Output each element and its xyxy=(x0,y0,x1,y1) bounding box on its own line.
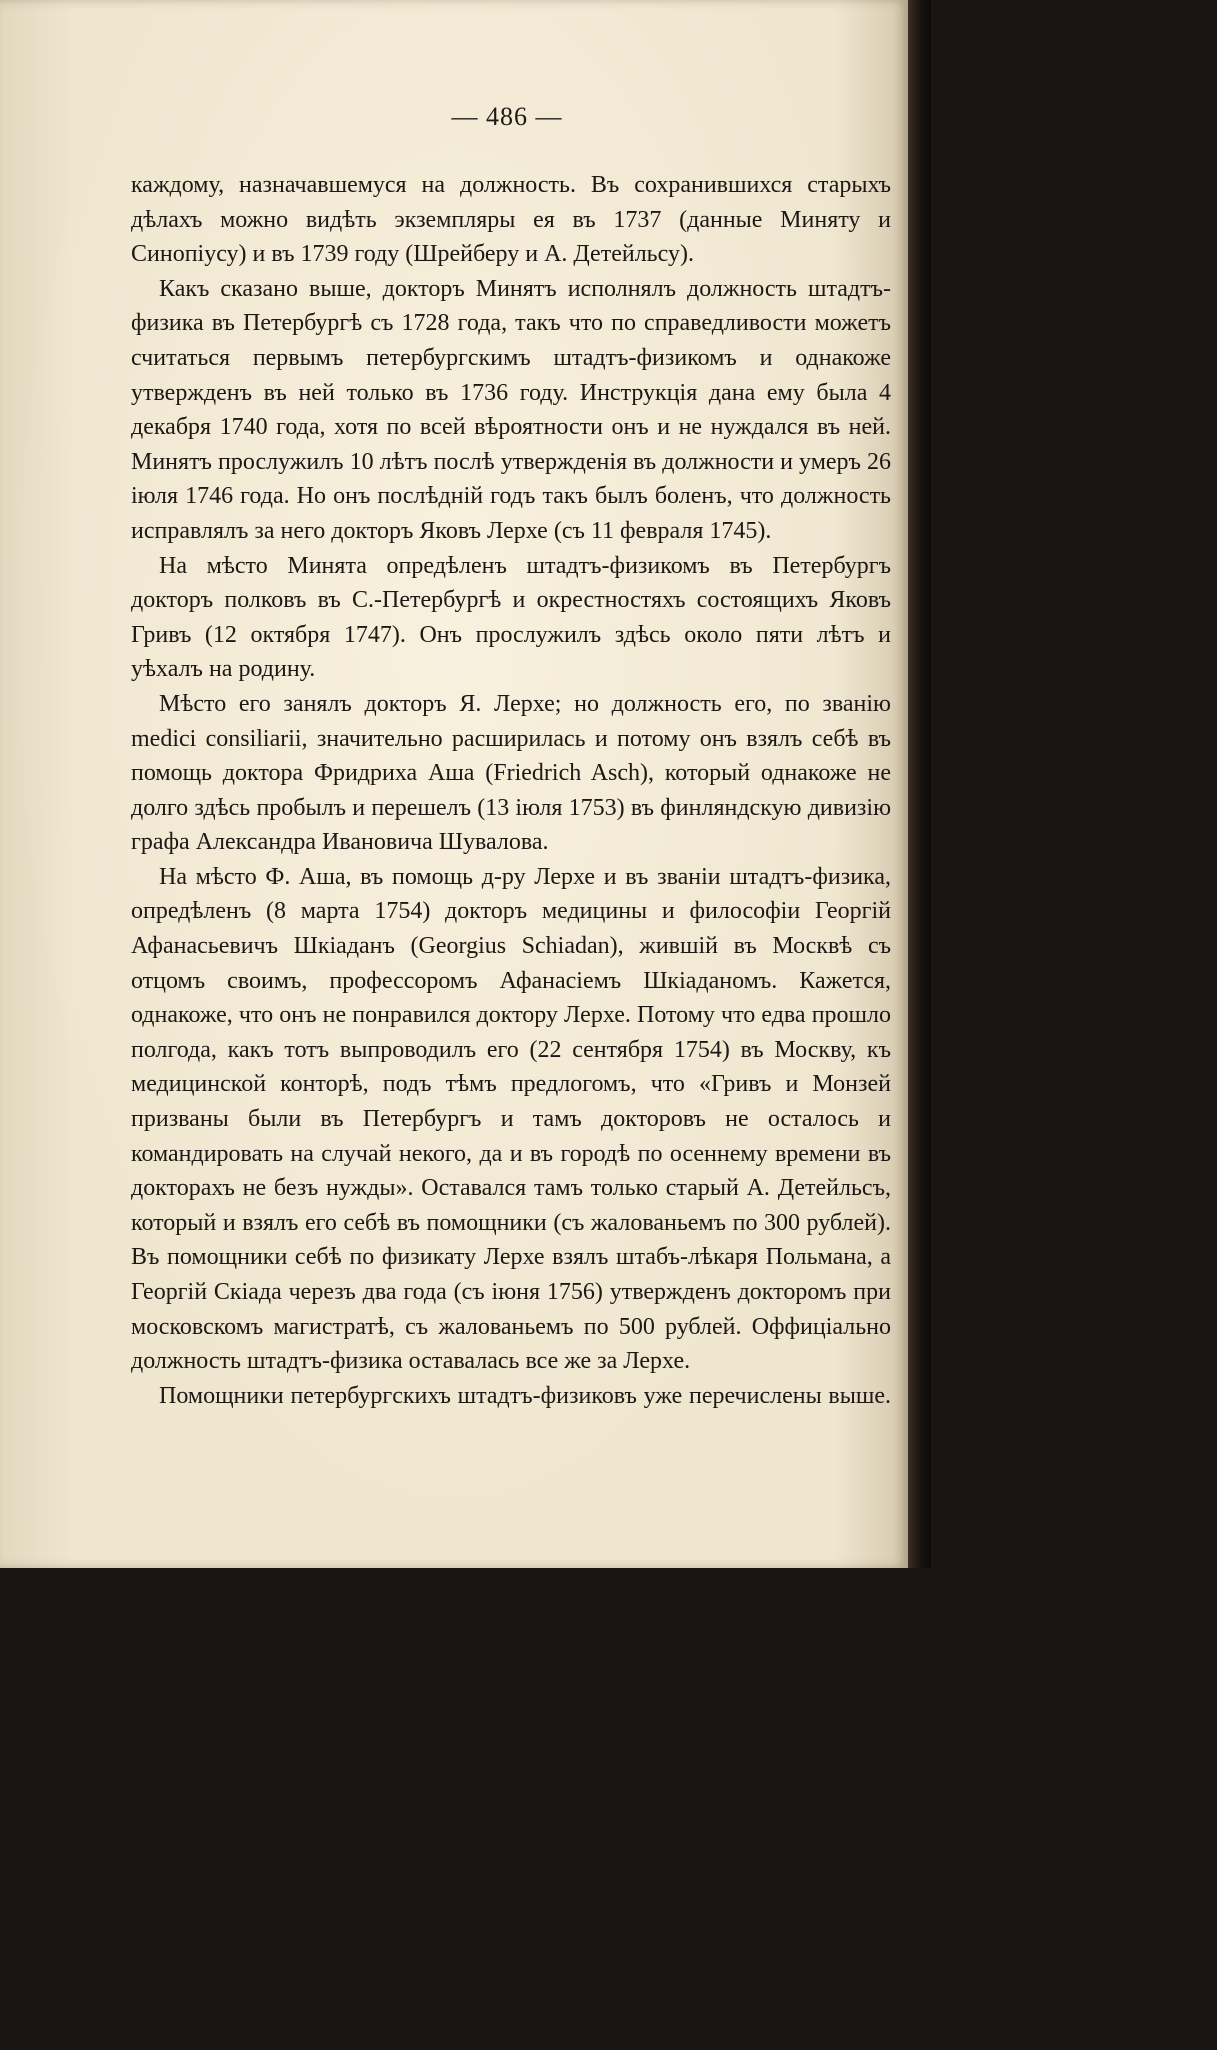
paragraph-4: Мѣсто его занялъ докторъ Я. Лерхе; но должность его, по званію medici consiliarii, значительно расширилась и потому онъ взялъ себѣ въ помощь доктора Фридриха Аша (Friedrich Asch), который однакоже не долго здѣсь пробылъ и перешелъ (13 іюля 1753) въ финляндскую дивизію графа Александра Ивановича Шувалова. xyxy=(131,690,891,856)
paragraph-2: Какъ сказано выше, докторъ Минятъ исполнялъ должность штадтъ-физика въ Петербургѣ съ 1728 года, такъ что по справедливости можетъ считаться первымъ петербургскимъ штадтъ-физикомъ и однакоже утвержденъ въ ней только въ 1736 году. Инструкція дана ему была 4 декабря 1740 года, хотя по всей вѣроятности онъ и не нуждался въ ней. Минятъ прослужилъ 10 лѣтъ послѣ утвержденія въ должности и умеръ 26 іюля 1746 года. Но онъ послѣдній годъ такъ былъ боленъ, что должность исправлялъ за него докторъ Яковъ Лерхе (съ 11 февраля 1745). xyxy=(131,275,891,544)
paragraph-1: каждому, назначавшемуся на должность. Въ сохранившихся старыхъ дѣлахъ можно видѣть экземпляры ея въ 1737 (данные Миняту и Синопіусу) и въ 1739 году (Шрейберу и А. Детейльсу). xyxy=(131,172,891,268)
book-edge xyxy=(908,0,931,1568)
paragraph-3: На мѣсто Минята опредѣленъ штадтъ-физикомъ въ Петербургъ докторъ полковъ въ С.-Петербургѣ и окрестностяхъ состоящихъ Яковъ Гривъ (12 октября 1747). Онъ прослужилъ здѣсь около пяти лѣтъ и уѣхалъ на родину. xyxy=(131,552,891,683)
page-body xyxy=(131,168,891,1413)
page-number: — 486 — xyxy=(451,102,563,131)
paragraph-5: На мѣсто Ф. Аша, въ помощь д-ру Лерхе и въ званіи штадтъ-физика, опредѣленъ (8 марта 1754) докторъ медицины и философіи Георгій Афанасьевичъ Шкіаданъ (Georgius Schiadan), жившій въ Москвѣ съ отцомъ своимъ, профессоромъ Афанасіемъ Шкіаданомъ. Кажется, однакоже, что онъ не понравился доктору Лерхе. Потому что едва прошло полгода, какъ тотъ выпроводилъ его (22 сентября 1754) въ Москву, къ медицинской конторѣ, подъ тѣмъ предлогомъ, что «Гривъ и Монзей призваны были въ Петербургъ и тамъ докторовъ не осталось и командировать на случай некого, да и въ городѣ по осеннему времени въ докторахъ не безъ нужды». Оставался тамъ только старый А. Детейльсъ, который и взялъ его себѣ въ помощники (съ жалованьемъ по 300 рублей). Въ помощники себѣ по физикату Лерхе взялъ штабъ-лѣкаря Польмана, а Георгій Скіада черезъ два года (съ іюня 1756) утвержденъ докторомъ при московскомъ магистратѣ, съ жалованьемъ по 500 рублей. Оффиціально должность штадтъ-физика оставалась все же за Лерхе. xyxy=(131,863,891,1375)
paragraph-6: Помощники петербургскихъ штадтъ-физиковъ уже перечислены выше. xyxy=(159,1382,891,1409)
